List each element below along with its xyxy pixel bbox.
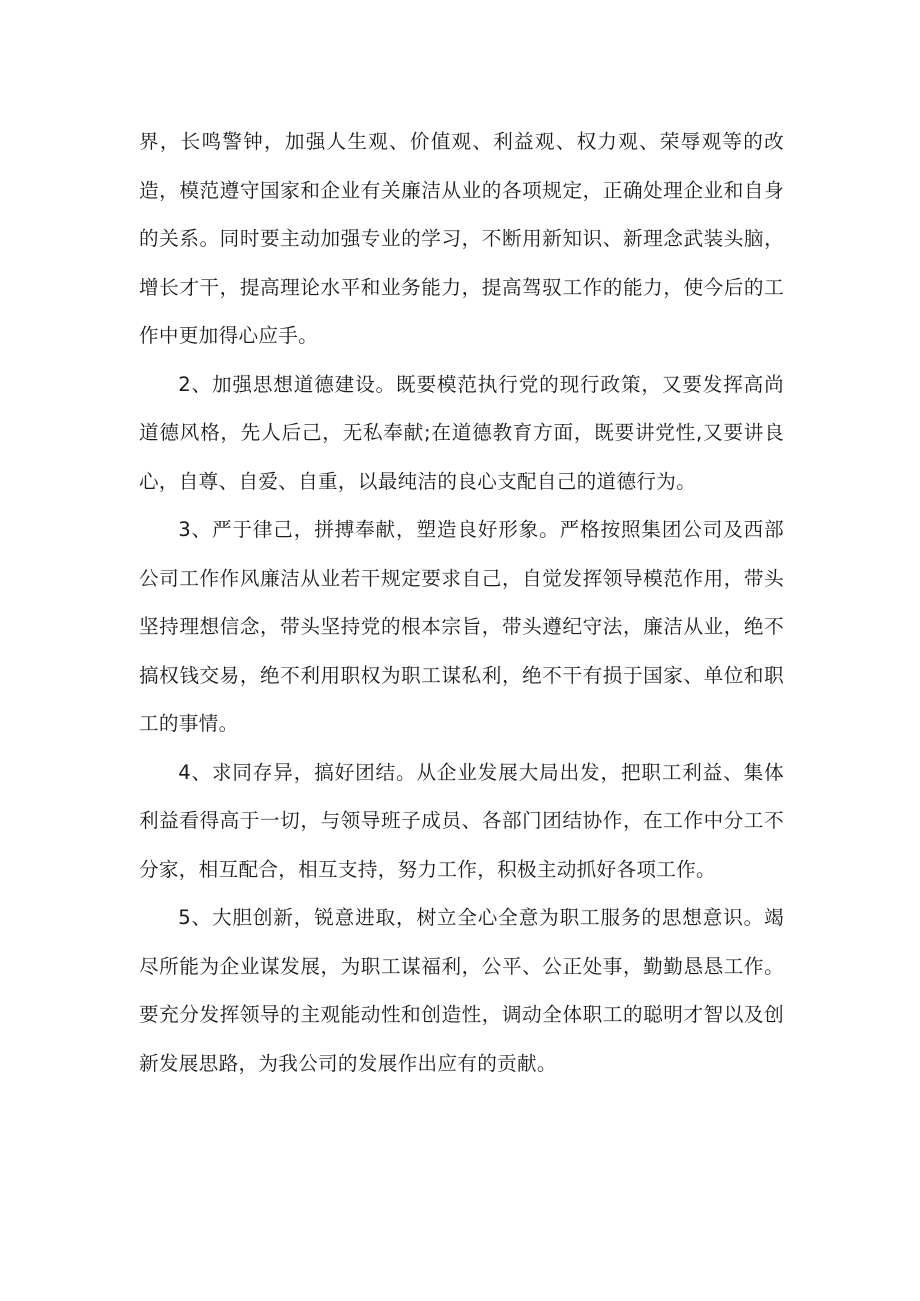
document-body: [139, 118, 784, 1088]
paragraph-item-4: 4、求同存异，搞好团结。从企业发展大局出发，把职工利益、集体利益看得高于一切，与领导班子成员、各部门团结协作，在工作中分工不分家，相互配合，相互支持，努力工作，积极主动抓好各项工作。: [139, 760, 784, 881]
paragraph-item-2: 2、加强思想道德建设。既要模范执行党的现行政策，又要发挥高尚道德风格，先人后己，无私奉献;在道德教育方面，既要讲党性,又要讲良心，自尊、自爱、自重，以最纯洁的良心支配自己的道德行为。: [139, 372, 784, 493]
paragraph-continuation: 界，长鸣警钟，加强人生观、价值观、利益观、权力观、荣辱观等的改造，模范遵守国家和企业有关廉洁从业的各项规定，正确处理企业和自身的关系。同时要主动加强专业的学习，不断用新知识、新理念武装头脑，增长才干，提高理论水平和业务能力，提高驾驭工作的能力，使今后的工作中更加得心应手。: [139, 130, 784, 347]
paragraph-item-3: 3、严于律己，拼搏奉献，塑造良好形象。严格按照集团公司及西部公司工作作风廉洁从业若干规定要求自己，自觉发挥领导模范作用，带头坚持理想信念，带头坚持党的根本宗旨，带头遵纪守法，廉洁从业，绝不搞权钱交易，绝不利用职权为职工谋私利，绝不干有损于国家、单位和职工的事情。: [139, 518, 784, 735]
paragraph-item-5: 5、大胆创新，锐意进取，树立全心全意为职工服务的思想意识。竭尽所能为企业谋发展，为职工谋福利，公平、公正处事，勤勤恳恳工作。要充分发挥领导的主观能动性和创造性，调动全体职工的聪明才智以及创新发展思路，为我公司的发展作出应有的贡献。: [139, 906, 784, 1075]
